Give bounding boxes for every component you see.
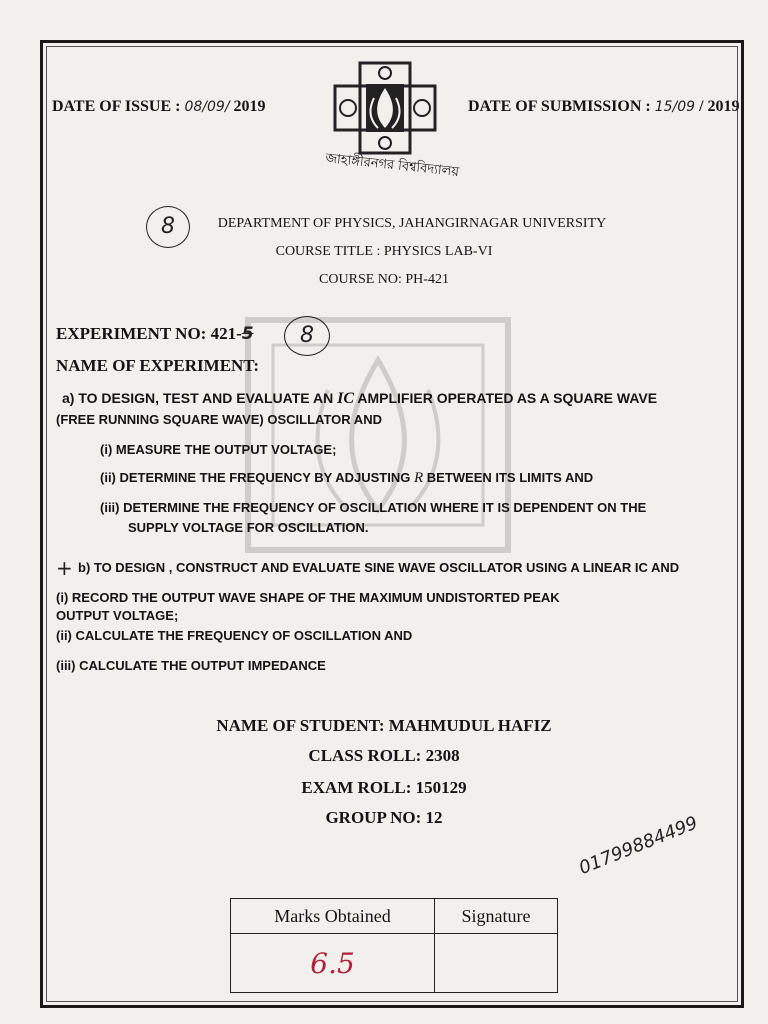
part-a-item-3-cont: SUPPLY VOLTAGE FOR OSCILLATION. (128, 520, 369, 535)
university-logo (330, 58, 440, 158)
submission-value: 15/09 (654, 99, 696, 115)
part-a-prefix: a) TO DESIGN, TEST AND EVALUATE AN (62, 390, 334, 406)
issue-value: 08/09/ (184, 99, 230, 115)
submission-label: DATE OF SUBMISSION : (468, 98, 651, 115)
submission-year: / 2019 (699, 98, 740, 115)
date-of-submission (468, 98, 740, 116)
part-a-line2: (FREE RUNNING SQUARE WAVE) OSCILLATOR AND (56, 412, 382, 427)
marks-table (230, 898, 558, 993)
experiment-number-struck: 5 (241, 324, 254, 344)
exam-roll: EXAM ROLL: 150129 (301, 778, 467, 797)
handwritten-phone: 01799884499 (576, 812, 701, 879)
group-number: GROUP NO: 12 (325, 808, 443, 827)
course-title: COURSE TITLE : PHYSICS LAB-VI (275, 244, 493, 259)
logo-caption: জাহাঙ্গীরনগর বিশ্ববিদ্যালয় (324, 151, 460, 180)
r-symbol: R (413, 470, 424, 486)
part-a-suffix: AMPLIFIER OPERATED AS A SQUARE WAVE (357, 390, 658, 406)
ic-symbol: IC (337, 390, 354, 407)
part-b-item-1: (i) RECORD THE OUTPUT WAVE SHAPE OF THE MAXIMUM UNDISTORTED PEAK (56, 590, 560, 605)
part-a-item-2-tail: BETWEEN ITS LIMITS AND (426, 470, 594, 485)
part-b-line1: b) TO DESIGN , CONSTRUCT AND EVALUATE SINE WAVE OSCILLATOR USING A LINEAR IC AND (78, 560, 680, 575)
class-roll: CLASS ROLL: 2308 (308, 746, 460, 765)
part-b-item-2: (ii) CALCULATE THE FREQUENCY OF OSCILLATION AND (56, 628, 413, 643)
part-a-item-3: (iii) DETERMINE THE FREQUENCY OF OSCILLATION WHERE IT IS DEPENDENT ON THE (100, 500, 647, 515)
date-of-issue (52, 98, 266, 116)
part-a-item-2-text: (ii) DETERMINE THE FREQUENCY BY ADJUSTING (100, 470, 411, 485)
experiment-number-label: EXPERIMENT NO: 421- (56, 324, 242, 343)
part-a-item-1: (i) MEASURE THE OUTPUT VOLTAGE; (100, 442, 337, 457)
issue-label: DATE OF ISSUE : (52, 98, 181, 115)
marks-obtained-cell (231, 934, 435, 993)
experiment-number (56, 324, 254, 344)
part-b-item-3: (iii) CALCULATE THE OUTPUT IMPEDANCE (56, 658, 326, 673)
signature-cell (435, 934, 558, 993)
marks-table-header-row (231, 899, 558, 934)
experiment-name-label: NAME OF EXPERIMENT: (56, 356, 260, 375)
marks-obtained-header: Marks Obtained (231, 899, 435, 934)
part-a-item-2 (100, 470, 593, 487)
part-b-item-1-cont: OUTPUT VOLTAGE; (56, 608, 179, 623)
course-number: COURSE NO: PH-421 (319, 272, 449, 287)
part-a-line1 (62, 390, 657, 408)
student-name: NAME OF STUDENT: MAHMUDUL HAFIZ (216, 716, 552, 735)
marks-value: 6.5 (310, 946, 355, 980)
signature-header: Signature (435, 899, 558, 934)
part-b-hand-mark: + (56, 556, 73, 580)
department-name: DEPARTMENT OF PHYSICS, JAHANGIRNAGAR UNIVERSITY (217, 216, 607, 231)
issue-year: 2019 (233, 98, 266, 115)
experiment-circled-value: 8 (300, 323, 314, 348)
circled-mark-value: 8 (161, 214, 175, 239)
experiment-circled-number (284, 316, 330, 356)
marks-table-row (231, 934, 558, 993)
